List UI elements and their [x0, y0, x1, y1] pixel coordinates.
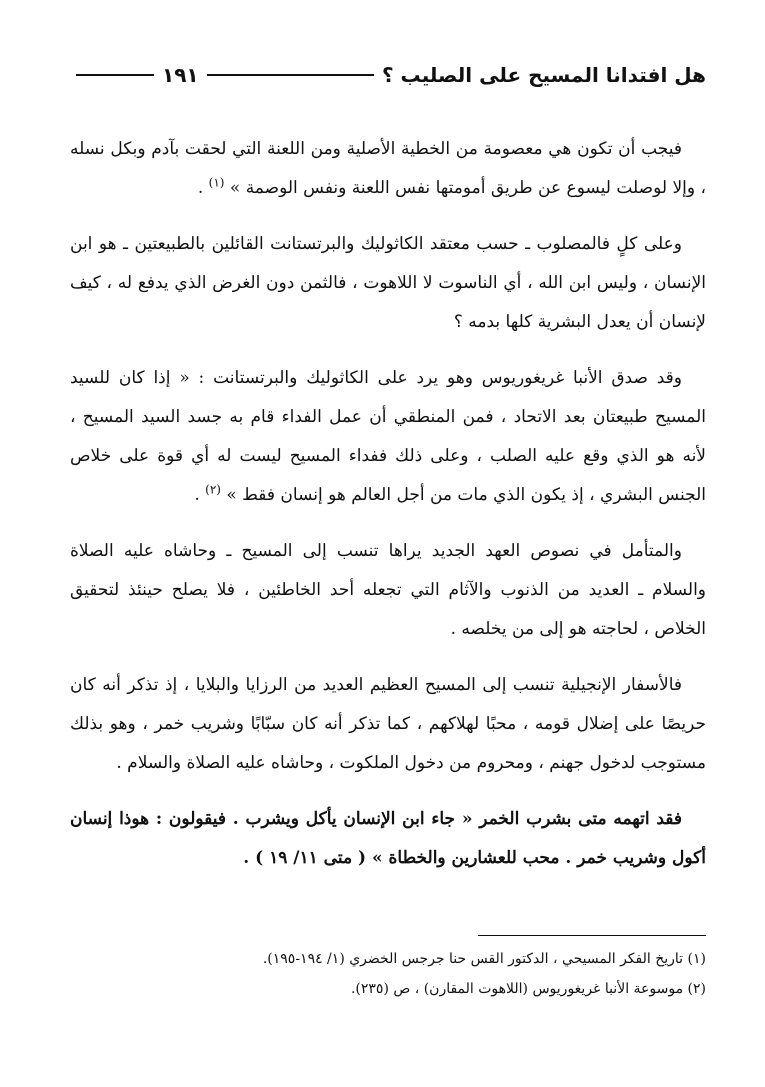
paragraph-text: والمتأمل في نصوص العهد الجديد يراها تنسب إلى المسيح ـ وحاشاه عليه الصلاة والسلام ـ العديد من الذنوب والآثام التي تجعله أحد الخاطئين ، فلا يصلح حينئذ لتحقيق الخلاص ، لحاجته هو إلى من يخلصه .: [70, 541, 706, 639]
header-title: هل افتدانا المسيح على الصليب ؟: [381, 63, 706, 87]
footnote: (١) تاريخ الفكر المسيحي ، الدكتور القس حنا جرجس الخضري (١/ ١٩٤-١٩٥).: [262, 951, 706, 967]
paragraph: [70, 130, 706, 208]
paragraph: [70, 225, 706, 342]
footnotes: [70, 944, 706, 1004]
paragraph: [70, 359, 706, 515]
paragraph-text: وعلى كلٍ فالمصلوب ـ حسب معتقد الكاثوليك والبرتستانت القائلين بالطبيعتين ـ هو ابن الإنسان ، وليس ابن الله ، أي الناسوت لا اللاهوت ، فالثمن دون الغرض الذي يدفع له ، كيف لإنسان أن يعدل البشرية كلها بدمه ؟: [70, 234, 706, 332]
paragraph: [70, 666, 706, 783]
header-rule: [207, 74, 374, 76]
header-rule-short: [76, 74, 154, 76]
footnote: (٢) موسوعة الأنبا غريغوريوس (اللاهوت المقارن) ، ص (٢٣٥).: [350, 981, 706, 997]
paragraph-text: فيجب أن تكون هي معصومة من الخطية الأصلية ومن اللعنة التي لحقت بآدم وبكل نسله ، وإلا لوصلت ليسوع عن طريق أمومتها نفس اللعنة ونفس الوصمة »: [70, 139, 706, 198]
footnote-ref: (١): [208, 175, 225, 190]
paragraph-trail: .: [194, 485, 206, 505]
footnote-ref: (٢): [205, 482, 221, 497]
paragraph-text: وقد صدق الأنبا غريغوريوس وهو يرد على الكاثوليك والبرتستانت : « إذا كان للسيد المسيح طبيعتان بعد الاتحاد ، فمن المنطقي أن عمل الفداء قام به جسد السيد المسيح ، لأنه هو الذي وقع عليه الصلب ، وعلى ذلك ففداء المسيح ليست له أي قوة على خلاص الجنس البشري ، إذ يكون الذي مات من أجل العالم هو إنسان فقط »: [70, 368, 706, 505]
paragraph: [70, 532, 706, 649]
paragraph-text: فالأسفار الإنجيلية تنسب إلى المسيح العظيم العديد من الرزايا والبلايا ، إذ تذكر أنه كان حريصًا على إضلال قومه ، محبًا لهلاكهم ، كما تذكر أنه كان سبّابًا وشريب خمر ، وهو بذلك مستوجب لدخول جهنم ، ومحروم من دخول الملكوت ، وحاشاه عليه الصلاة والسلام .: [70, 675, 706, 773]
running-header: [68, 58, 706, 92]
body-text: [70, 130, 706, 895]
paragraph-text: فقد اتهمه متى بشرب الخمر « جاء ابن الإنسان يأكل ويشرب . فيقولون : هوذا إنسان أكول وشريب خمر . محب للعشارين والخطاة » ( متى ١١/ ١٩ ) .: [70, 809, 706, 868]
footnote-separator: [478, 935, 706, 936]
page-number: ١٩١: [162, 63, 199, 87]
paragraph: [70, 800, 706, 878]
paragraph-trail: .: [197, 178, 209, 198]
